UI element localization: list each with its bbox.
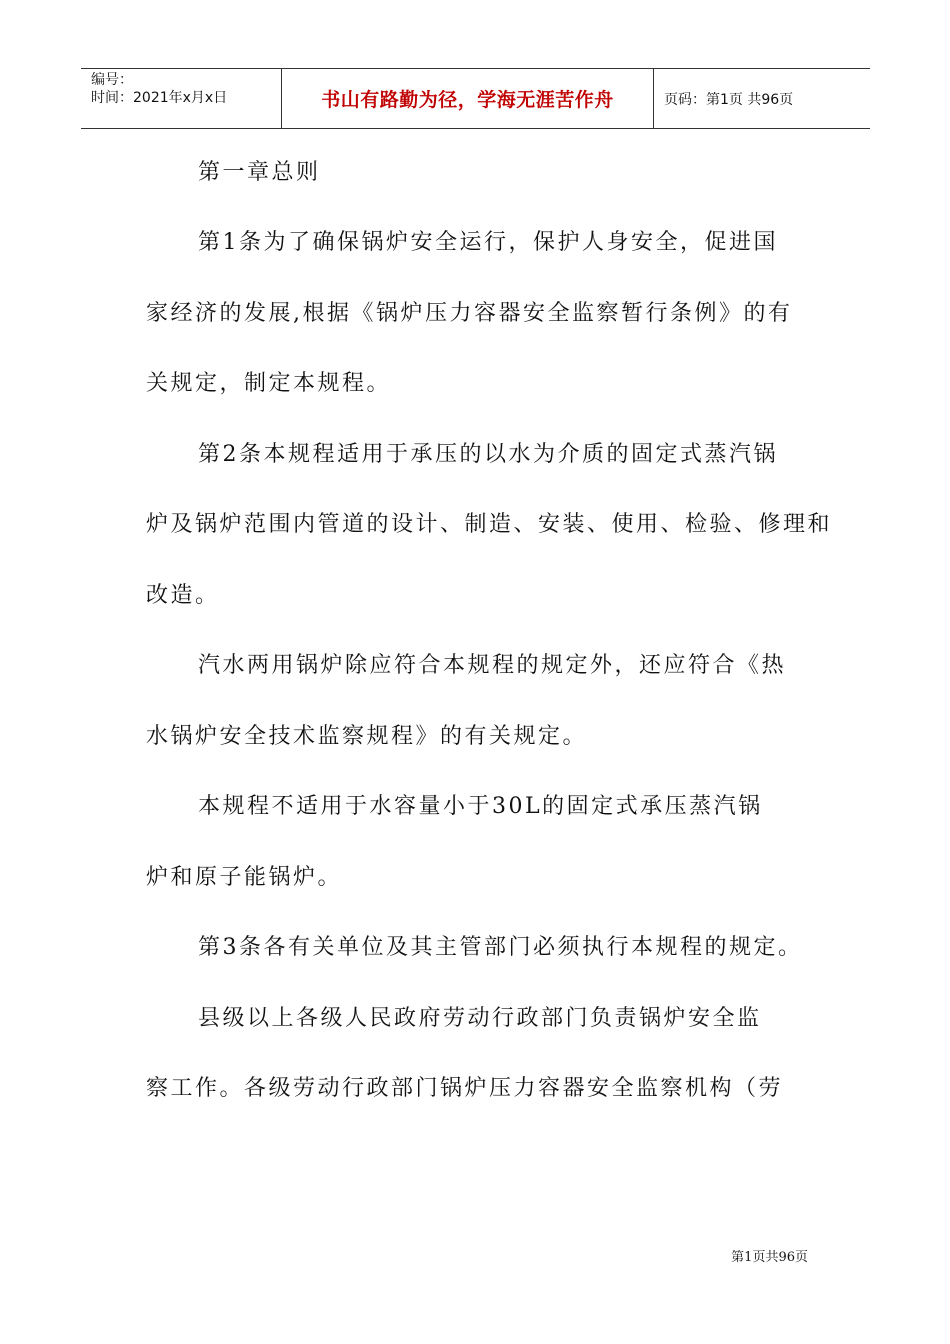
paragraph-line: 炉和原子能锅炉。 bbox=[146, 865, 343, 890]
chapter-title: 第一章总则 bbox=[198, 160, 321, 185]
page-footer: 第1页共96页 bbox=[731, 1250, 808, 1265]
serial-number-label: 编号： bbox=[91, 72, 133, 88]
paragraph-line: 第2条本规程适用于承压的以水为介质的固定式蒸汽锅 bbox=[198, 442, 778, 467]
paragraph-line: 水锅炉安全技术监察规程》的有关规定。 bbox=[146, 724, 588, 749]
date-label: 时间：2021年x月x日 bbox=[91, 90, 228, 106]
paragraph-line: 炉及锅炉范围内管道的设计、制造、安装、使用、检验、修理和 bbox=[146, 512, 833, 537]
document-header bbox=[81, 68, 870, 129]
header-meta-cell bbox=[81, 69, 282, 128]
paragraph-line: 县级以上各级人民政府劳动行政部门负责锅炉安全监 bbox=[198, 1006, 762, 1031]
header-page-number: 页码：第1页 共96页 bbox=[664, 91, 794, 108]
paragraph-line: 关规定，制定本规程。 bbox=[146, 371, 392, 396]
paragraph-line: 家经济的发展,根据《锅炉压力容器安全监察暂行条例》的有 bbox=[146, 301, 793, 326]
paragraph-line: 改造。 bbox=[146, 583, 220, 608]
paragraph-line: 第3条各有关单位及其主管部门必须执行本规程的规定。 bbox=[198, 935, 803, 960]
paragraph-line: 第1条为了确保锅炉安全运行，保护人身安全，促进国 bbox=[198, 230, 778, 255]
paragraph-line: 汽水两用锅炉除应符合本规程的规定外，还应符合《热 bbox=[198, 653, 787, 678]
header-motto: 书山有路勤为径，学海无涯苦作舟 bbox=[282, 69, 654, 128]
paragraph-line: 察工作。各级劳动行政部门锅炉压力容器安全监察机构（劳 bbox=[146, 1076, 784, 1101]
paragraph-line: 本规程不适用于水容量小于30L的固定式承压蒸汽锅 bbox=[198, 794, 763, 819]
